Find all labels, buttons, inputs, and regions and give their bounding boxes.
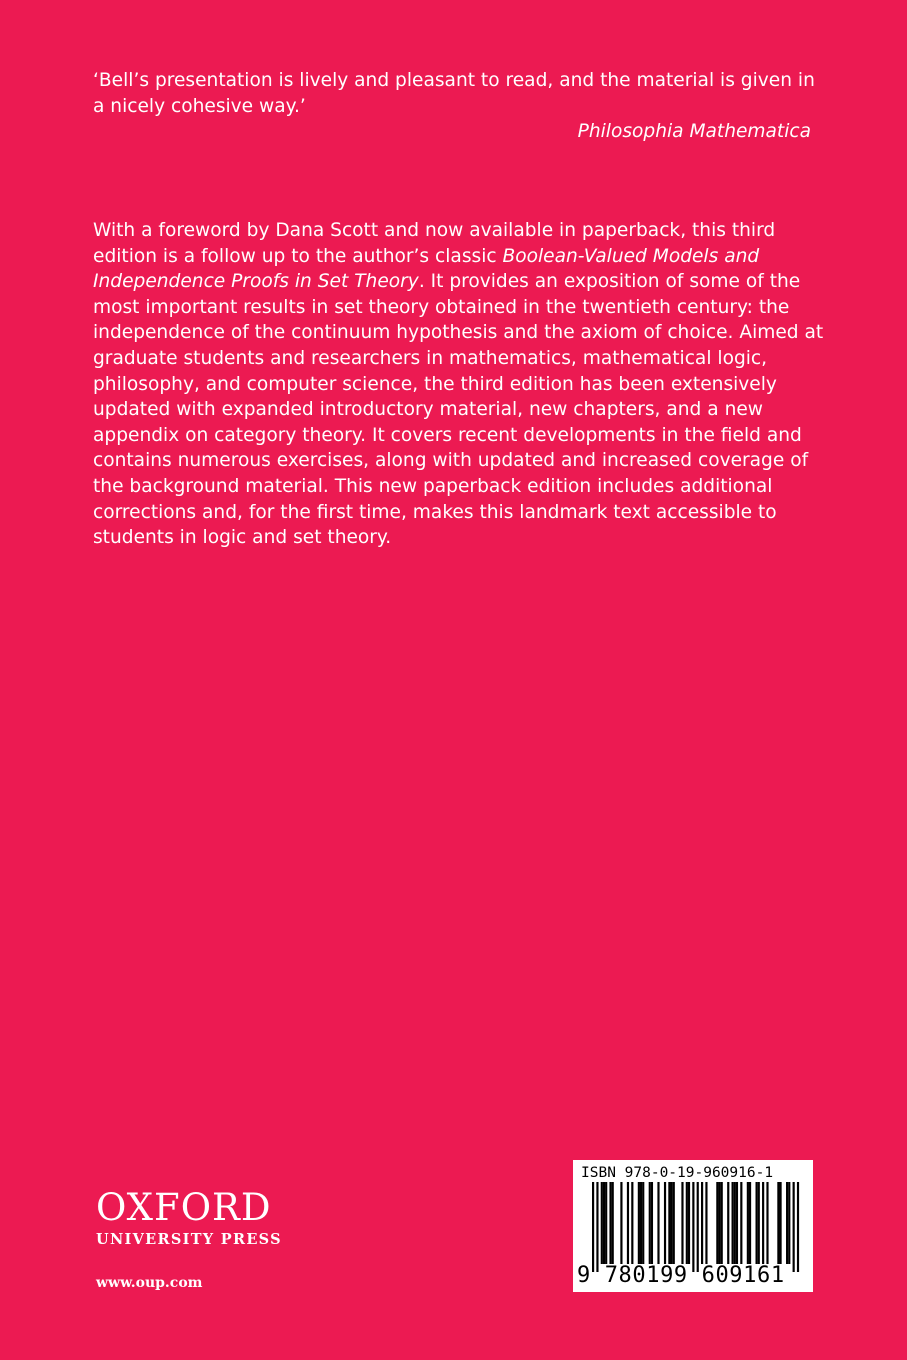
barcode-bar [664,1182,666,1264]
quote-text: ‘Bell’s presentation is lively and pleasant to read, and the material is given in a nicely cohesive way.’ [93,70,815,117]
description-book-title: Boolean-Valued Models and Independence Proofs in Set Theory [93,245,760,293]
barcode-bar [673,1182,675,1264]
barcode-bar [732,1182,734,1264]
barcode-bar [718,1182,720,1264]
barcode-bar [736,1182,738,1264]
barcode-bar [631,1182,633,1264]
barcode-bar [797,1182,799,1272]
barcode-bar [777,1182,779,1264]
barcode-bar [756,1182,758,1264]
barcode-bar [747,1182,749,1264]
barcode-bar [686,1182,688,1264]
barcode-bar [788,1182,790,1264]
isbn-label: ISBN 978-0-19-960916-1 [581,1165,774,1181]
barcode-bar [762,1182,764,1264]
barcode-bar [627,1182,629,1264]
barcode-bar [749,1182,751,1264]
isbn-barcode [573,1160,813,1292]
barcode-digits: 9 780199 609161 [577,1263,785,1288]
barcode-bar [649,1182,651,1264]
barcode-bar [668,1182,670,1264]
quote-source: Philosophia Mathematica [577,121,811,143]
barcode-bar [740,1182,742,1264]
barcode-bar [721,1182,723,1264]
publisher-name: OXFORD [96,1186,272,1229]
barcode-bar [701,1182,703,1264]
barcode-bar [640,1182,642,1264]
book-description [93,218,828,551]
publisher-subtitle: UNIVERSITY PRESS [96,1231,282,1248]
barcode-bar [758,1182,760,1264]
publisher-url: www.oup.com [96,1275,203,1291]
barcode-bar [605,1182,607,1264]
publisher-logo [96,1188,326,1249]
barcode-bar [651,1182,653,1264]
barcode-bar [692,1182,694,1272]
barcode-bar [592,1182,594,1272]
description-part-2: . It provides an exposition of some of the most important results in set theory obtained in the twentieth century: the independence of the continuum hypothesis and the axiom of choice. Aimed at graduate students and researchers in mathematics, mathematical logic, philosophy, and computer science, the third edition has been extensively updated with expanded introductory material, new chapters, and a new appendix on category theory. It covers recent developments in the field and contains numerous exercises, along with updated and increased coverage of the background material. This new paperback edition includes additional corrections and, for the first time, makes this landmark text accessible to students in logic and set theory. [93,271,824,549]
barcode-bar [638,1182,640,1264]
barcode-bar [681,1182,683,1264]
barcode-bar [620,1182,622,1264]
barcode-bar [688,1182,690,1264]
barcode-bar [642,1182,644,1264]
barcode-bar [793,1182,795,1272]
barcode-bar [766,1182,768,1264]
barcode-bar [705,1182,707,1264]
barcode-bar [716,1182,718,1264]
barcode-bar [697,1182,699,1272]
barcode-bar [609,1182,611,1264]
barcode-bar [657,1182,659,1264]
barcode-bar [734,1182,736,1264]
barcode-bar [727,1182,729,1264]
barcode-bar [601,1182,603,1264]
barcode-bar [670,1182,672,1264]
review-quote [93,68,823,145]
barcode-bar [596,1182,598,1272]
barcode-bar [603,1182,605,1264]
barcode-bar [612,1182,614,1264]
barcode-bar [779,1182,781,1264]
barcode-bar [786,1182,788,1264]
description-part-1: With a foreword by Dana Scott and now available in paperback, this third edition is a follow up to the author’s classic [93,220,776,267]
